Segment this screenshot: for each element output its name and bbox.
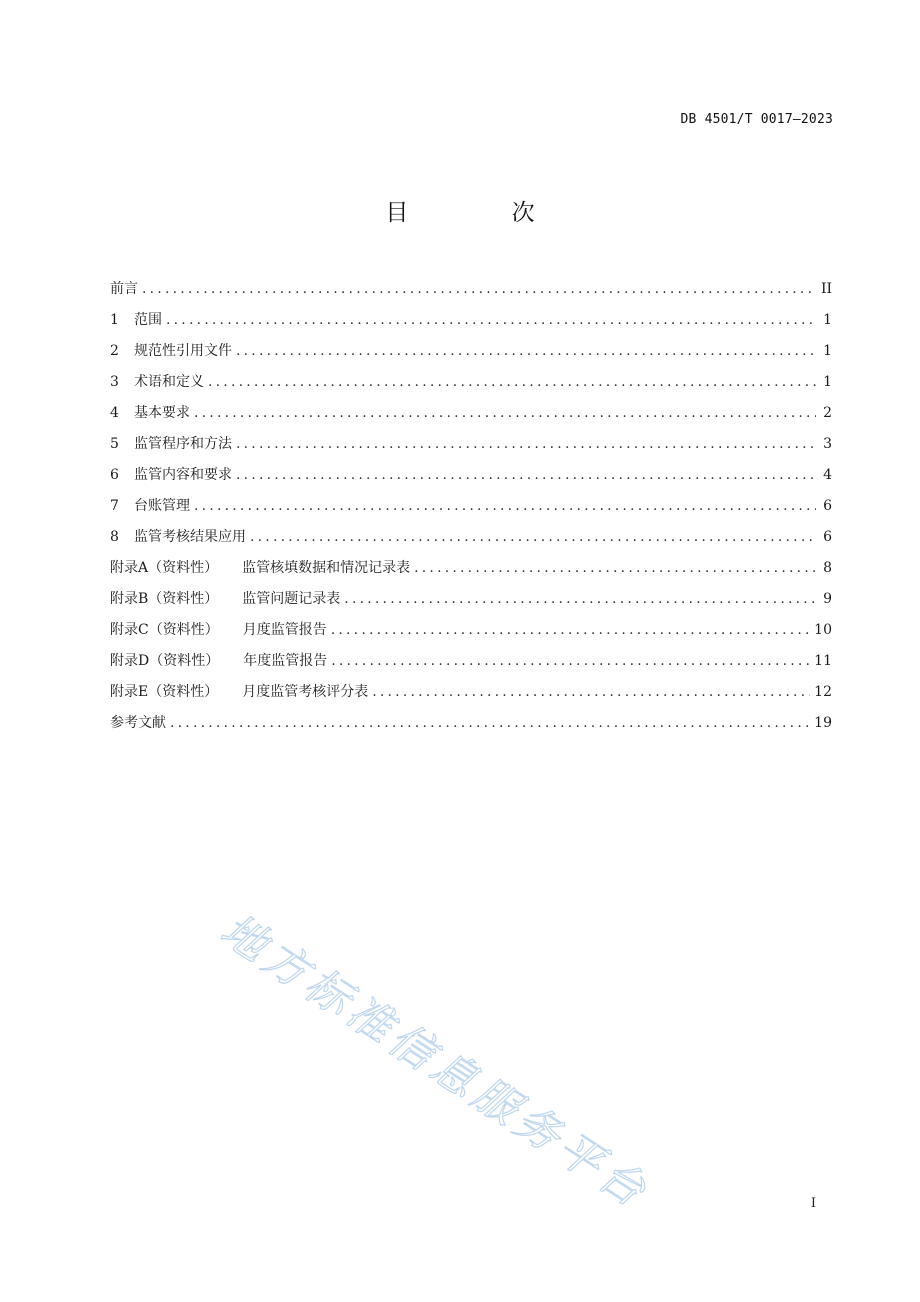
toc-entry-label: 前言 [110,281,138,297]
toc-entry-page: 2 [823,405,832,421]
page-number: I [810,1196,816,1211]
toc-leader-dots [170,712,810,734]
toc-entry-number: 7 [110,498,119,514]
toc-leader-dots [372,681,810,703]
toc-appendix-prefix: 附录D（资料性） [110,653,220,669]
toc-entry-page: 1 [823,374,832,390]
toc-entry-appendix-e[interactable] [110,681,832,712]
toc-entry-label: 监管问题记录表 [242,591,341,607]
toc-leader-dots [414,557,816,579]
toc-entry-page: 1 [823,312,832,328]
toc-entry-assessment-results[interactable] [110,526,832,557]
toc-entry-number: 2 [110,343,119,359]
toc-leader-dots [208,371,816,393]
toc-entry-terms-definitions[interactable] [110,371,832,402]
toc-leader-dots [166,309,816,331]
toc-entry-label: 范围 [134,312,162,328]
toc-entry-appendix-b[interactable] [110,588,832,619]
toc-entry-normative-references[interactable] [110,340,832,371]
toc-entry-page: 3 [823,436,832,452]
toc-entry-label: 年度监管报告 [243,653,328,669]
toc-entry-number: 4 [110,405,119,421]
toc-entry-foreword[interactable] [110,278,832,309]
toc-entry-label: 术语和定义 [134,374,204,390]
toc-entry-number: 5 [110,436,119,452]
toc-entry-number: 1 [110,312,119,328]
toc-leader-dots [236,340,816,362]
toc-leader-dots [236,433,816,455]
toc-entry-label: 基本要求 [134,405,190,421]
toc-entry-basic-requirements[interactable] [110,402,832,433]
toc-leader-dots [194,495,816,517]
table-of-contents [110,278,832,743]
toc-appendix-prefix: 附录A（资料性） [110,560,219,576]
watermark-text: 地方标准信息服务平台 [211,904,659,1220]
toc-entry-page: 10 [814,622,832,638]
toc-entry-number: 6 [110,467,119,483]
toc-leader-dots [250,526,816,548]
toc-entry-label: 监管考核结果应用 [134,529,246,545]
toc-entry-page: 12 [814,684,832,700]
toc-entry-label: 月度监管报告 [242,622,327,638]
toc-entry-label: 月度监管考核评分表 [242,684,369,700]
toc-leader-dots [142,278,816,300]
toc-entry-label: 参考文献 [110,715,166,731]
toc-entry-content-requirements[interactable] [110,464,832,495]
toc-entry-page: 6 [823,498,832,514]
toc-entry-label: 监管核填数据和情况记录表 [242,560,411,576]
toc-leader-dots [194,402,816,424]
document-code: DB 4501/T 0017—2023 [680,112,833,127]
toc-appendix-prefix: 附录E（资料性） [110,684,219,700]
toc-entry-page: 4 [823,467,832,483]
toc-entry-page: II [820,281,832,297]
toc-leader-dots [236,464,816,486]
toc-entry-page: 1 [823,343,832,359]
toc-entry-bibliography[interactable] [110,712,832,743]
toc-entry-label: 规范性引用文件 [134,343,232,359]
toc-entry-page: 19 [814,715,832,731]
toc-leader-dots [331,650,810,672]
toc-leader-dots [344,588,816,610]
toc-entry-number: 8 [110,529,119,545]
toc-entry-appendix-a[interactable] [110,557,832,588]
toc-entry-page: 6 [823,529,832,545]
toc-appendix-prefix: 附录C（资料性） [110,622,219,638]
toc-leader-dots [331,619,810,641]
toc-entry-page: 11 [814,653,832,669]
toc-entry-appendix-d[interactable] [110,650,832,681]
toc-entry-appendix-c[interactable] [110,619,832,650]
toc-entry-ledger-management[interactable] [110,495,832,526]
toc-appendix-prefix: 附录B（资料性） [110,591,219,607]
toc-entry-label: 监管程序和方法 [134,436,232,452]
toc-entry-procedures-methods[interactable] [110,433,832,464]
toc-entry-label: 台账管理 [134,498,190,514]
toc-entry-page: 9 [823,591,832,607]
toc-entry-number: 3 [110,374,119,390]
toc-entry-page: 8 [823,560,832,576]
toc-entry-scope[interactable] [110,309,832,340]
toc-entry-label: 监管内容和要求 [134,467,232,483]
toc-title: 目 次 [385,200,583,226]
